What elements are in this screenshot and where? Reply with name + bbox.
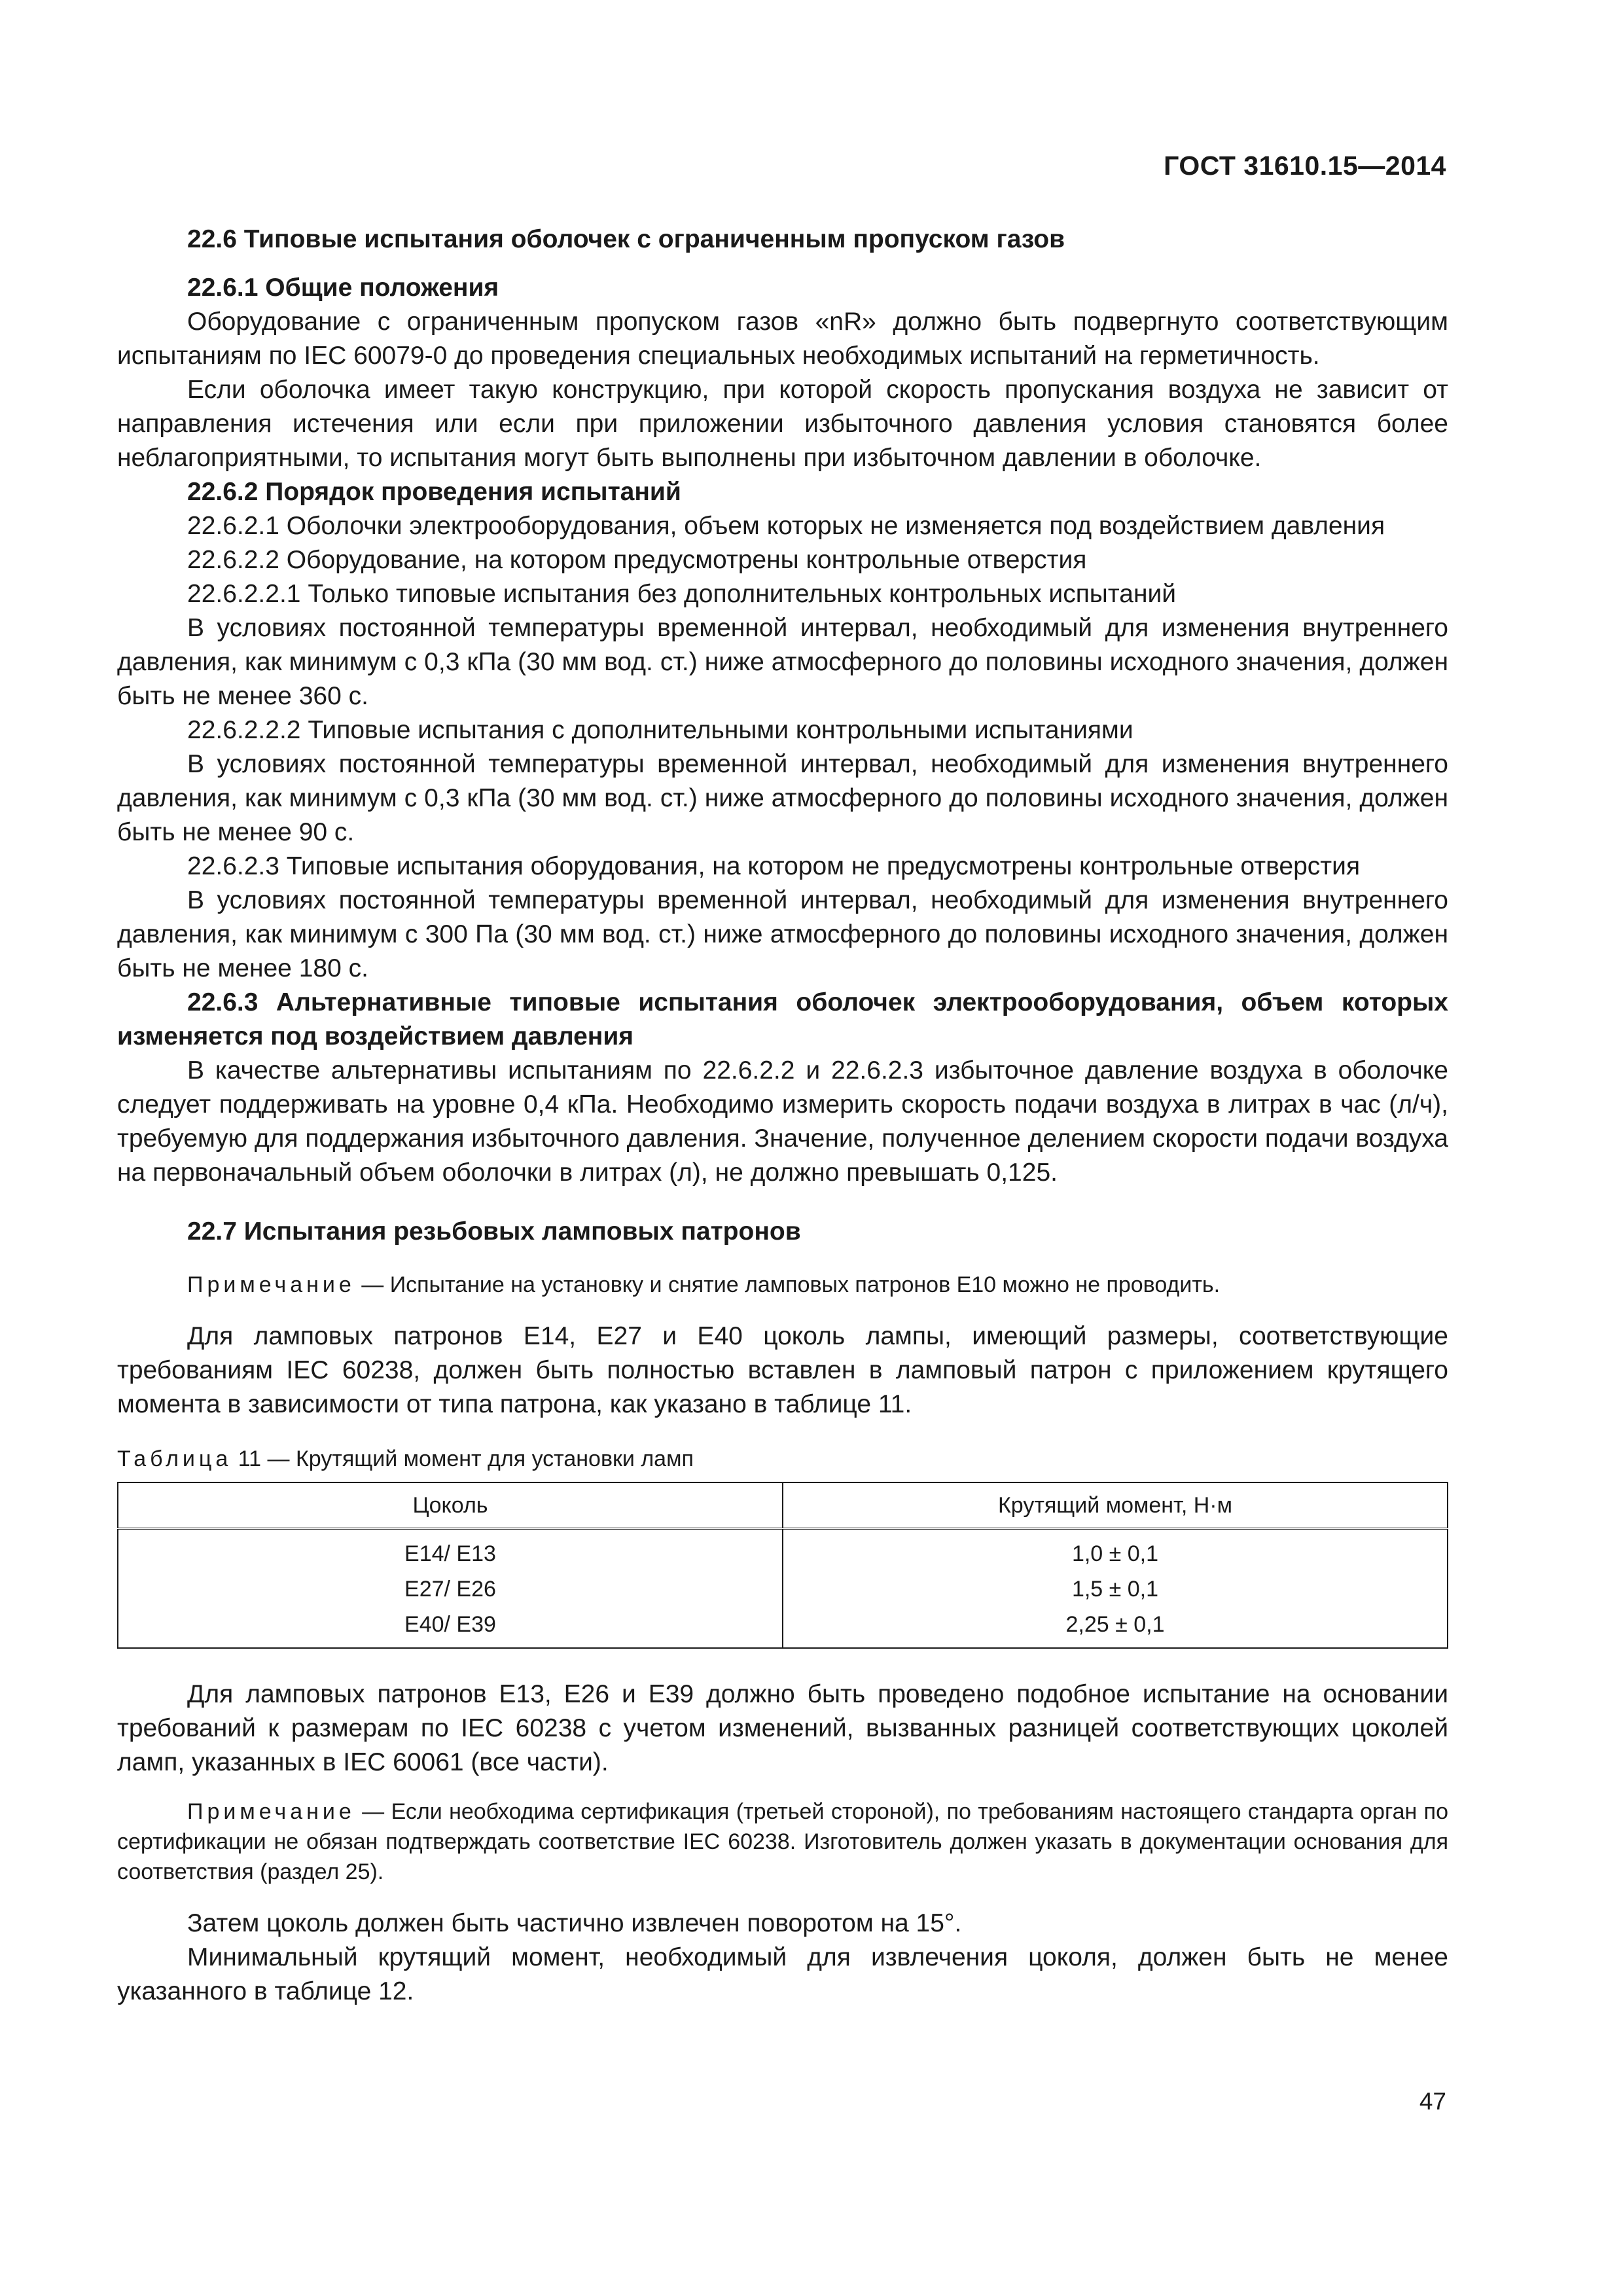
section-22-7-paragraph-3: Затем цоколь должен быть частично извлечен поворотом на 15°. <box>187 1909 962 1937</box>
document-id-header: ГОСТ 31610.15—2014 <box>1164 151 1446 181</box>
section-22-6-2-3: 22.6.2.3 Типовые испытания оборудования, на котором не предусмотрены контрольные отверстия <box>187 852 1361 880</box>
section-22-6-title: 22.6 Типовые испытания оболочек с ограниченным пропуском газов <box>187 225 1065 253</box>
section-22-6-1-title: 22.6.1 Общие положения <box>187 274 499 302</box>
table-cell-base: Е27/ Е26 <box>118 1571 783 1607</box>
table-11-caption <box>117 1444 1448 1474</box>
section-22-6-1-paragraph-1: Оборудование с ограниченным пропуском газов «nR» должно быть подвергнуто соответствующим испытаниям по IEC 60079-0 до проведения специальных необходимых испытаний на герметичность. <box>117 308 1448 370</box>
table-row <box>118 1529 1448 1572</box>
section-22-7-paragraph-2: Для ламповых патронов Е13, Е26 и Е39 должно быть проведено подобное испытание на основании требований к размерам по IEC 60238 с учетом изменений, вызванных разницей соответствующих цоколей ламп, указанных в IEC 60061 (все части). <box>117 1680 1448 1776</box>
table-cell-torque: 1,0 ± 0,1 <box>783 1529 1448 1572</box>
note-1-label: Примечание <box>187 1272 355 1297</box>
section-22-6-3-title: 22.6.3 Альтернативные типовые испытания оболочек электрооборудования, объем которых изменяется под воздействием давления <box>117 988 1448 1050</box>
note-2-text: — Если необходима сертификация (третьей стороной), по требованиям настоящего стандарта орган по сертификации не обязан подтверждать соответствие IEC 60238. Изготовитель должен указать в документации основания для соответствия (раздел 25). <box>117 1799 1448 1884</box>
section-22-6-2-2: 22.6.2.2 Оборудование, на котором предусмотрены контрольные отверстия <box>187 546 1087 574</box>
table-row <box>118 1607 1448 1648</box>
section-22-6-2-title: 22.6.2 Порядок проведения испытаний <box>187 478 681 506</box>
table-header-base: Цоколь <box>118 1482 783 1529</box>
section-22-6-2-2-1: 22.6.2.2.1 Только типовые испытания без дополнительных контрольных испытаний <box>187 580 1177 608</box>
section-22-6-2-2-2: 22.6.2.2.2 Типовые испытания с дополнительными контрольными испытаниями <box>187 716 1133 744</box>
section-22-7-title: 22.7 Испытания резьбовых ламповых патронов <box>187 1217 801 1246</box>
section-22-6-2-2-1-text: В условиях постоянной температуры временной интервал, необходимый для изменения внутреннего давления, как минимум с 0,3 кПа (30 мм вод. ст.) ниже атмосферного до половины исходного значения, должен быть не менее 360 с. <box>117 614 1448 710</box>
table-11-caption-text: 11 — Крутящий момент для установки ламп <box>232 1446 694 1471</box>
table-cell-base: Е14/ Е13 <box>118 1529 783 1572</box>
table-cell-torque: 2,25 ± 0,1 <box>783 1607 1448 1648</box>
note-1 <box>117 1270 1448 1300</box>
page-number: 47 <box>1419 2088 1446 2115</box>
section-22-6-1-paragraph-2: Если оболочка имеет такую конструкцию, при которой скорость пропускания воздуха не зависит от направления истечения или если при приложении избыточного давления условия становятся более неблагоприятными, то испытания могут быть выполнены при избыточном давлении в оболочке. <box>117 376 1448 472</box>
section-22-6-2-2-2-text: В условиях постоянной температуры временной интервал, необходимый для изменения внутреннего давления, как минимум с 0,3 кПа (30 мм вод. ст.) ниже атмосферного до половины исходного значения, должен быть не менее 90 с. <box>117 750 1448 846</box>
table-cell-base: Е40/ Е39 <box>118 1607 783 1648</box>
section-22-7-paragraph-1: Для ламповых патронов Е14, Е27 и Е40 цоколь лампы, имеющий размеры, соответствующие требованиям IEC 60238, должен быть полностью вставлен в ламповый патрон с приложением крутящего момента в зависимости от типа патрона, как указано в таблице 11. <box>117 1322 1448 1418</box>
section-22-7-paragraph-4: Минимальный крутящий момент, необходимый для извлечения цоколя, должен быть не менее указанного в таблице 12. <box>117 1943 1448 2005</box>
document-body <box>117 223 1448 2009</box>
note-1-text: — Испытание на установку и снятие ламповых патронов Е10 можно не проводить. <box>355 1272 1221 1297</box>
section-22-6-2-1: 22.6.2.1 Оболочки электрооборудования, объем которых не изменяется под воздействием давления <box>187 512 1385 540</box>
section-22-6-2-3-text: В условиях постоянной температуры временной интервал, необходимый для изменения внутреннего давления, как минимум с 300 Па (30 мм вод. ст.) ниже атмосферного до половины исходного значения, должен быть не менее 180 с. <box>117 886 1448 982</box>
table-row <box>118 1571 1448 1607</box>
table-header-row <box>118 1482 1448 1529</box>
table-11-label: Таблица <box>117 1446 232 1471</box>
section-22-6-3-text: В качестве альтернативы испытаниям по 22.6.2.2 и 22.6.2.3 избыточное давление воздуха в оболочке следует поддерживать на уровне 0,4 кПа. Необходимо измерить скорость подачи воздуха в литрах в час (л/ч), требуемую для поддержания избыточного давления. Значение, полученное делением скорости подачи воздуха на первоначальный объем оболочки в литрах (л), не должно превышать 0,125. <box>117 1056 1448 1187</box>
table-header-torque: Крутящий момент, Н·м <box>783 1482 1448 1529</box>
note-2 <box>117 1797 1448 1887</box>
table-11 <box>117 1482 1448 1649</box>
note-2-label: Примечание <box>187 1799 355 1824</box>
table-cell-torque: 1,5 ± 0,1 <box>783 1571 1448 1607</box>
